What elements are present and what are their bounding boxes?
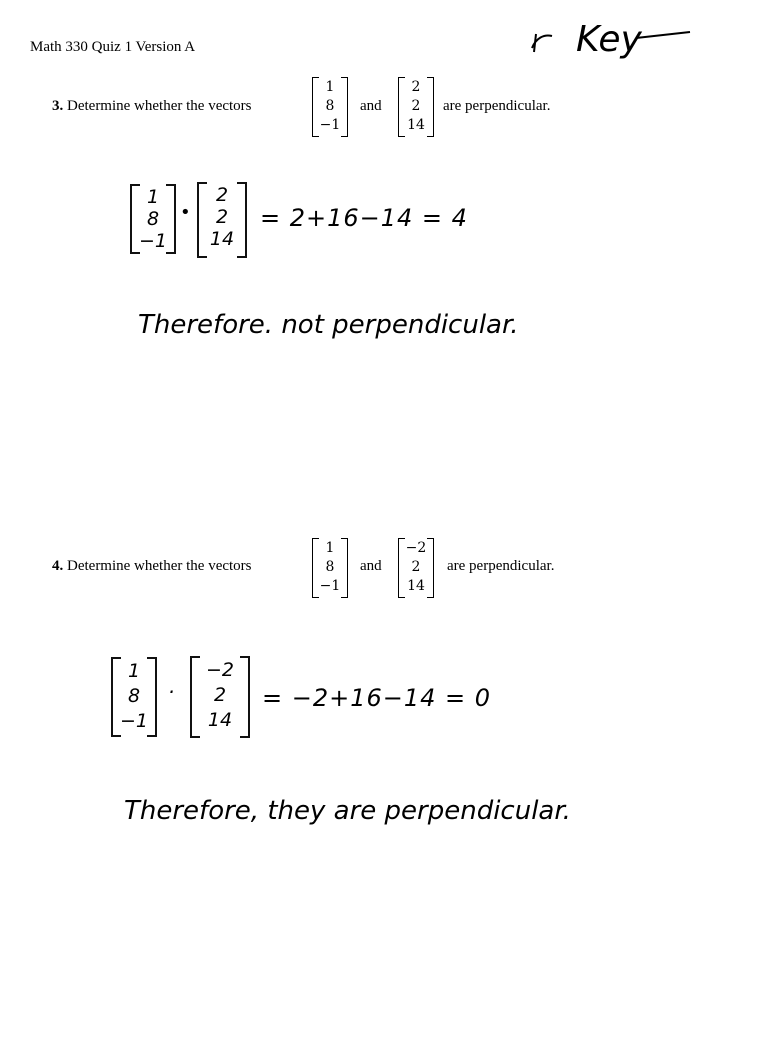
- question-4-prompt: [52, 558, 252, 575]
- vector-entry: 8: [325, 98, 335, 114]
- q3-work-vector-a: [130, 184, 176, 254]
- vector-entry: −1: [319, 117, 341, 133]
- vector-entry: 1: [146, 186, 160, 208]
- q4-conclusion: Therefore, they are perpendicular.: [124, 796, 571, 826]
- question-text-end: are perpendicular.: [443, 98, 551, 114]
- vector-entry: 2: [213, 684, 227, 706]
- vector-entry: 14: [207, 709, 233, 731]
- question-number: 4.: [52, 558, 64, 574]
- vector-entry: −1: [138, 230, 167, 252]
- dot-operator: ·: [168, 680, 175, 704]
- vector-entry: −1: [319, 578, 341, 594]
- question-text-end: are perpendicular.: [447, 558, 555, 574]
- question-text: Determine whether the vectors: [67, 558, 252, 574]
- q4-vector-b: [398, 538, 434, 598]
- q3-vector-b: [398, 77, 434, 137]
- vector-entry: 2: [411, 98, 421, 114]
- vector-entry: 8: [127, 685, 141, 707]
- conjunction-and: and: [360, 98, 382, 114]
- vector-entry: −1: [119, 710, 148, 732]
- conjunction-and: and: [360, 558, 382, 574]
- vector-entry: 2: [411, 79, 421, 95]
- q3-work-vector-b: [197, 182, 247, 258]
- vector-entry: 8: [146, 208, 160, 230]
- q3-conclusion: Therefore. not perpendicular.: [138, 310, 519, 340]
- key-annotation: [528, 18, 698, 78]
- q4-work-equation: = −2+16−14 = 0: [262, 684, 492, 712]
- vector-entry: −2: [405, 540, 427, 556]
- vector-entry: 1: [325, 540, 335, 556]
- question-number: 3.: [52, 98, 64, 114]
- vector-entry: 14: [407, 578, 425, 594]
- key-label: Key: [576, 19, 642, 60]
- page-title: Math 330 Quiz 1 Version A: [30, 39, 196, 55]
- q4-vector-a: [312, 538, 348, 598]
- vector-entry: 2: [215, 184, 229, 206]
- vector-entry: 2: [215, 206, 229, 228]
- vector-entry: −2: [205, 659, 234, 681]
- question-3-prompt: [52, 98, 252, 115]
- dot-operator: •: [180, 202, 191, 223]
- q3-work-equation: = 2+16−14 = 4: [260, 204, 468, 232]
- vector-entry: 14: [209, 228, 235, 250]
- vector-entry: 1: [127, 660, 141, 682]
- vector-entry: 8: [325, 559, 335, 575]
- vector-entry: 2: [411, 559, 421, 575]
- vector-entry: 14: [407, 117, 425, 133]
- vector-entry: 1: [325, 79, 335, 95]
- q4-work-vector-b: [190, 656, 250, 738]
- question-text: Determine whether the vectors: [67, 98, 252, 114]
- q4-work-vector-a: [111, 657, 157, 737]
- q3-vector-a: [312, 77, 348, 137]
